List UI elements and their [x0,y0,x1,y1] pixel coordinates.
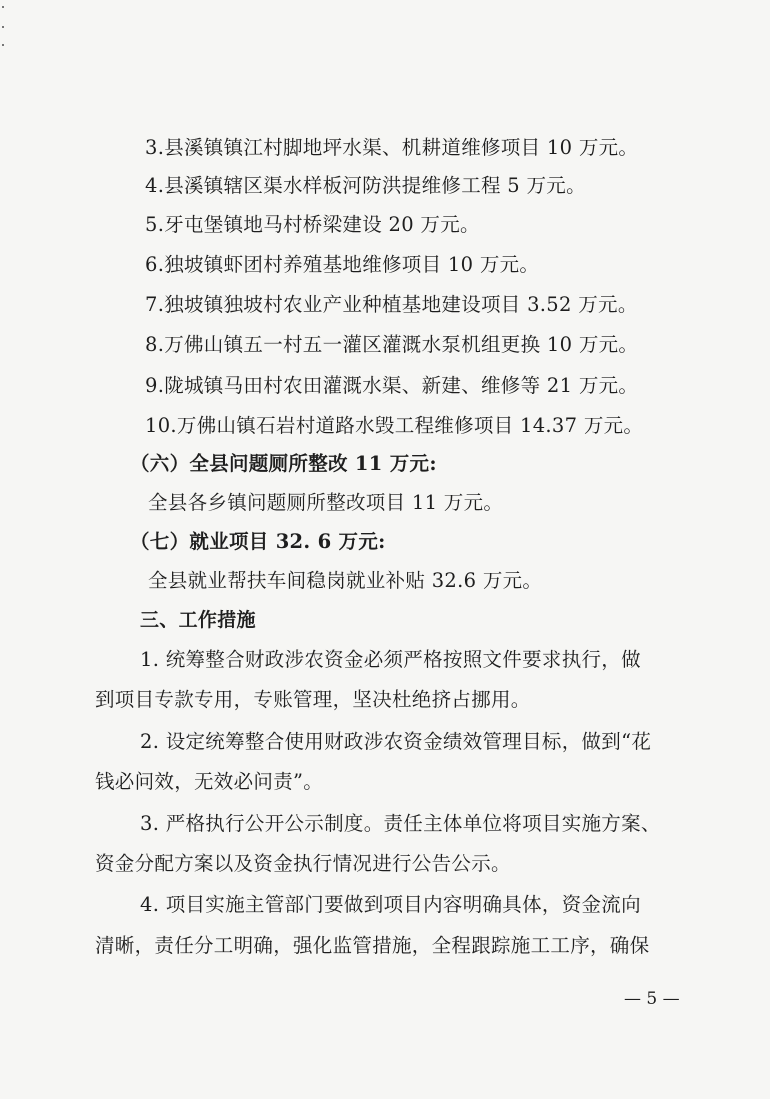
list-item: 5.牙屯堡镇地马村桥梁建设 20 万元。 [145,213,480,236]
list-item: 3.县溪镇镇江村脚地坪水渠、机耕道维修项目 10 万元。 [145,136,639,159]
section-body: 全县各乡镇问题厕所整改项目 11 万元。 [148,491,504,514]
scan-mark [2,6,4,8]
list-item: 4.县溪镇辖区渠水样板河防洪提维修工程 5 万元。 [145,174,586,197]
page-number: — 5 — [624,989,680,1009]
list-item: 9.陇城镇马田村农田灌溉水渠、新建、维修等 21 万元。 [145,374,639,397]
list-item: 6.独坡镇虾团村养殖基地维修项目 10 万元。 [145,253,540,276]
paragraph-line: 4. 项目实施主管部门要做到项目内容明确具体，资金流向 [140,893,641,916]
paragraph-line: 3. 严格执行公开公示制度。责任主体单位将项目实施方案、 [140,812,661,835]
paragraph-line: 到项目专款专用，专账管理，坚决杜绝挤占挪用。 [95,688,531,711]
section-heading: （七）就业项目 32. 6 万元: [130,530,386,553]
section-body: 全县就业帮扶车间稳岗就业补贴 32.6 万元。 [148,569,543,592]
chapter-heading: 三、工作措施 [140,609,256,631]
scan-mark [2,44,4,46]
paragraph-line: 钱必问效，无效必问责”。 [95,770,324,793]
paragraph-line: 1. 统筹整合财政涉农资金必须严格按照文件要求执行，做 [140,648,641,671]
paragraph-line: 清晰，责任分工明确，强化监管措施，全程跟踪施工工序，确保 [95,934,650,957]
list-item: 10.万佛山镇石岩村道路水毁工程维修项目 14.37 万元。 [145,414,644,437]
list-item: 7.独坡镇独坡村农业产业种植基地建设项目 3.52 万元。 [145,293,638,316]
section-heading: （六）全县问题厕所整改 11 万元: [130,452,437,475]
paragraph-line: 2. 设定统筹整合使用财政涉农资金绩效管理目标，做到“花 [140,730,652,753]
list-item: 8.万佛山镇五一村五一灌区灌溉水泵机组更换 10 万元。 [145,333,639,356]
paragraph-line: 资金分配方案以及资金执行情况进行公告公示。 [95,852,511,875]
scan-mark [2,26,4,28]
